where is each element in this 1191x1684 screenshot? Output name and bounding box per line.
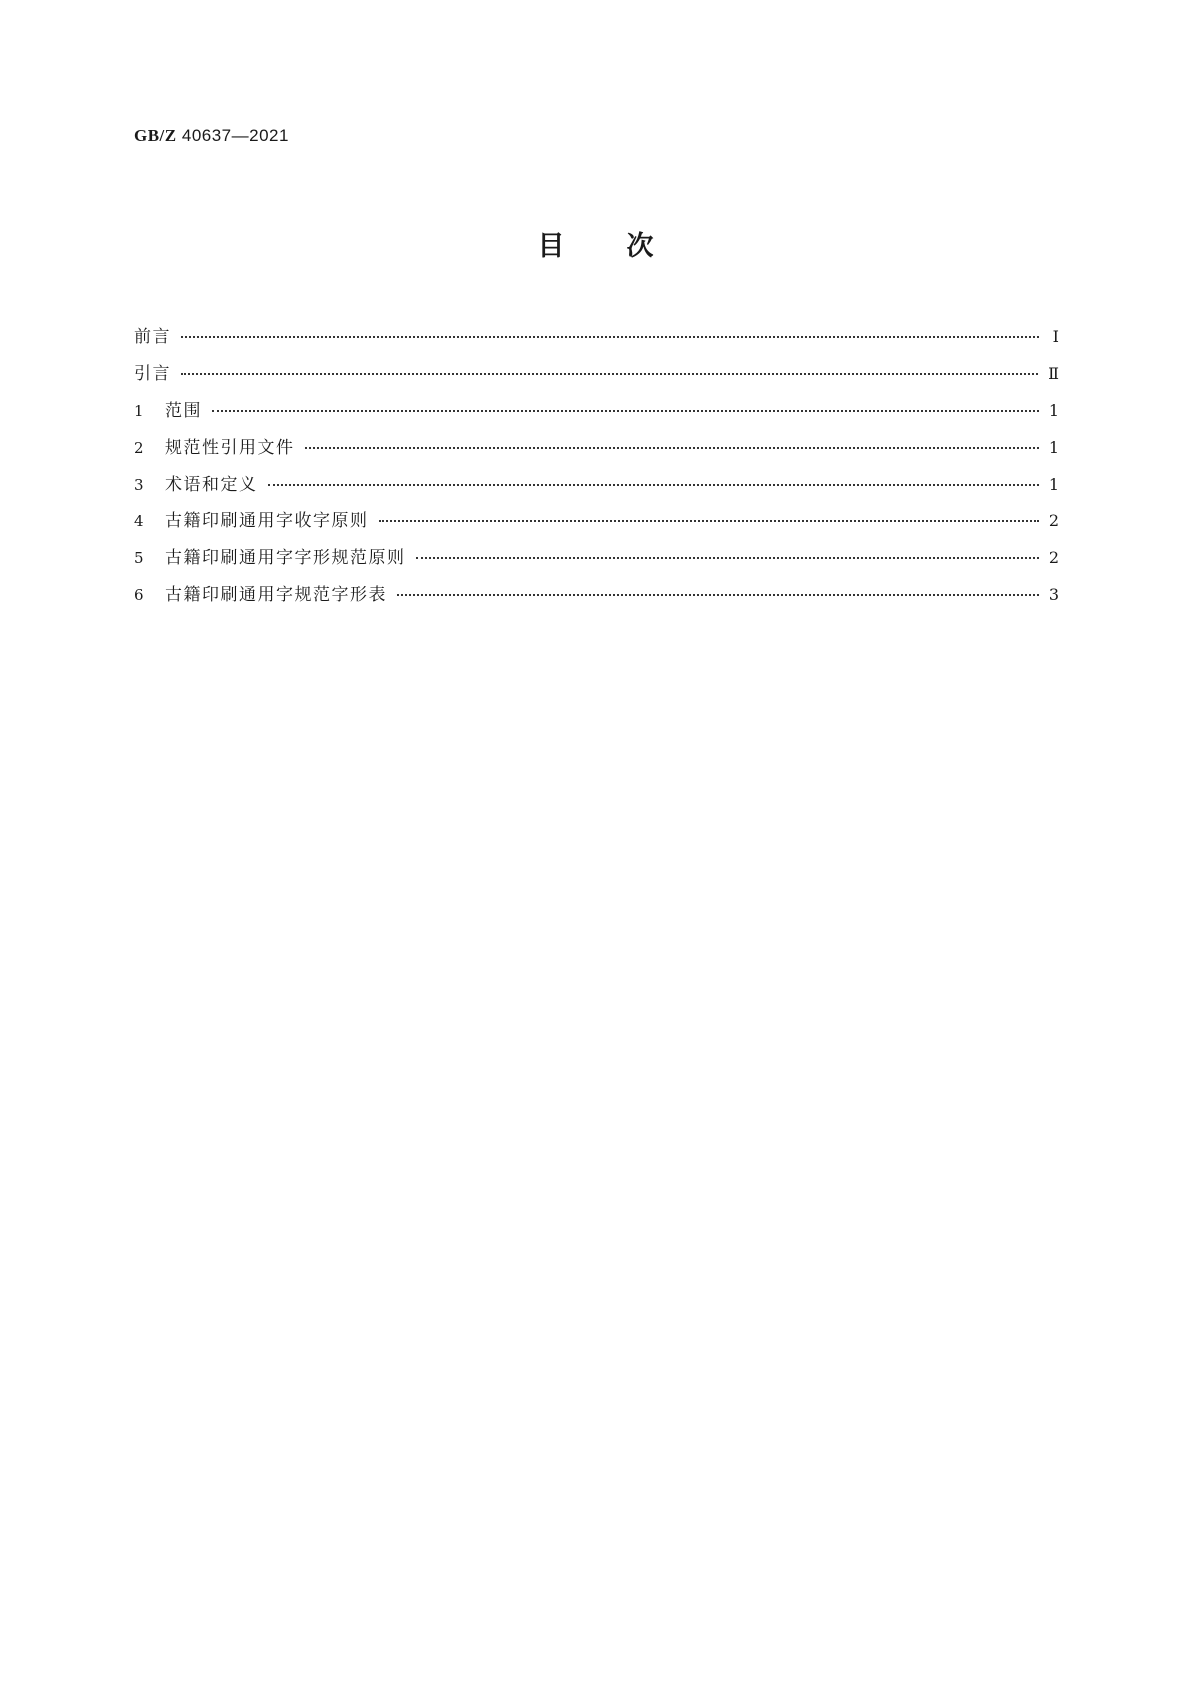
toc-entry-label: 规范性引用文件 bbox=[165, 437, 295, 458]
toc-entry-introduction[interactable] bbox=[134, 359, 1059, 396]
toc-entry-normative-references[interactable] bbox=[134, 433, 1059, 470]
toc-entry-page: 1 bbox=[1048, 437, 1059, 457]
toc-entry-glyph-principles[interactable] bbox=[134, 543, 1059, 580]
dot-leader bbox=[305, 446, 1039, 449]
toc-entry-page: 1 bbox=[1048, 400, 1059, 420]
toc-entry-scope[interactable] bbox=[134, 396, 1059, 433]
toc-entry-number: 2 bbox=[134, 438, 144, 457]
page-title: 目次 bbox=[537, 231, 716, 262]
toc-entry-label: 古籍印刷通用字字形规范原则 bbox=[165, 548, 406, 569]
toc-entry-page: 2 bbox=[1048, 548, 1059, 568]
standard-code bbox=[134, 126, 289, 146]
toc-entry-number: 6 bbox=[134, 586, 144, 605]
dot-leader bbox=[181, 372, 1038, 375]
dot-leader bbox=[212, 409, 1039, 412]
toc-entry-label: 范围 bbox=[165, 400, 202, 421]
toc-entry-number: 1 bbox=[134, 401, 144, 420]
toc-entry-label: 古籍印刷通用字收字原则 bbox=[165, 511, 369, 532]
toc-entry-label: 古籍印刷通用字规范字形表 bbox=[165, 585, 387, 606]
toc-entry-page: Ⅱ bbox=[1048, 363, 1059, 383]
toc-entry-label: 引言 bbox=[134, 363, 171, 384]
dot-leader bbox=[379, 519, 1039, 522]
toc-entry-page: Ⅰ bbox=[1052, 327, 1059, 346]
toc-entry-page: 2 bbox=[1048, 511, 1059, 531]
dot-leader bbox=[416, 556, 1039, 559]
dot-leader bbox=[268, 483, 1039, 486]
toc-entry-terms-definitions[interactable] bbox=[134, 470, 1059, 507]
toc-entry-label: 前言 bbox=[134, 327, 171, 347]
toc-entry-number: 5 bbox=[134, 549, 144, 568]
standard-prefix: GB/Z bbox=[134, 126, 177, 145]
toc-entry-page: 3 bbox=[1048, 585, 1059, 605]
dot-leader bbox=[181, 335, 1039, 338]
toc-entry-foreword[interactable] bbox=[134, 322, 1059, 359]
toc-entry-page: 1 bbox=[1048, 474, 1059, 494]
toc-entry-number: 4 bbox=[134, 512, 144, 531]
toc-entry-number: 3 bbox=[134, 475, 144, 494]
table-of-contents bbox=[134, 322, 1059, 617]
toc-entry-label: 术语和定义 bbox=[165, 474, 258, 495]
toc-entry-glyph-table[interactable] bbox=[134, 580, 1059, 617]
dot-leader bbox=[397, 593, 1039, 596]
toc-entry-collection-principles[interactable] bbox=[134, 506, 1059, 543]
standard-number: 40637—2021 bbox=[181, 126, 289, 145]
